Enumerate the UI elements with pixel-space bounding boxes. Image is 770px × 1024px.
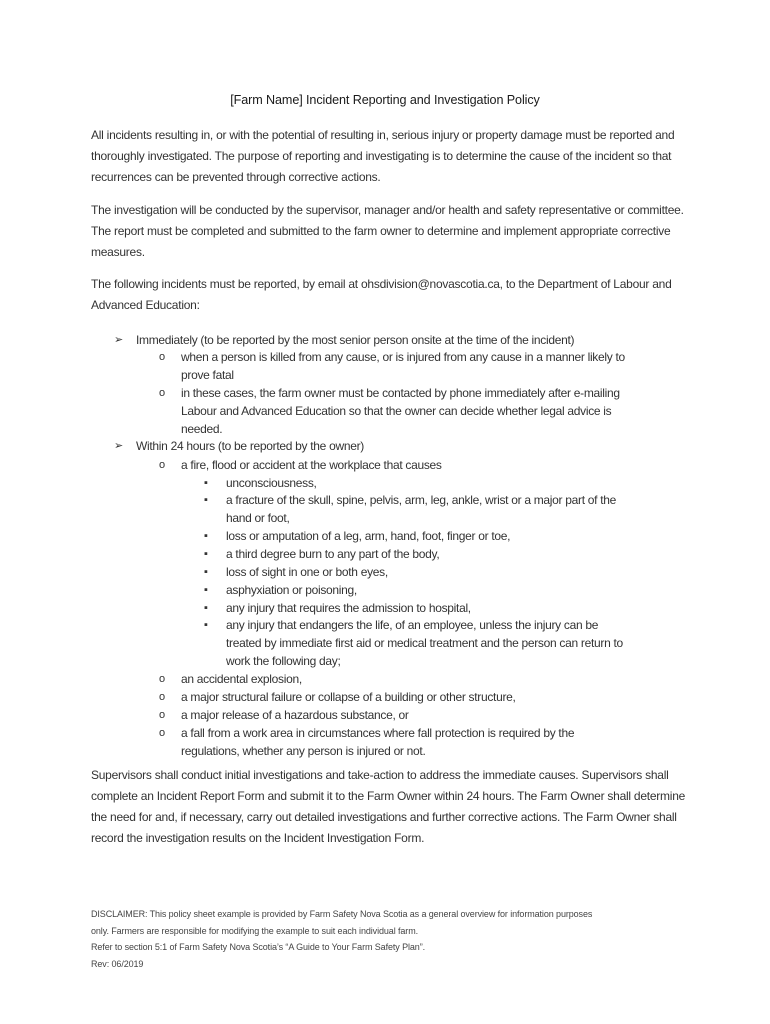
arrow-bullet-icon: ➢ xyxy=(114,440,124,452)
list-item: any injury that endangers the life, of an employee, unless the injury can be xyxy=(226,618,599,632)
list-item-continuation: work the following day; xyxy=(226,654,341,668)
supervisor-paragraph: Supervisors shall conduct initial investigations and take-action to address the immediate causes. Supervisors shall complete an Incident Report Form and submit it to the Farm Owner within 24 hours. The Farm Owner shall determine the need for and, if necessary, carry out detailed investigations and further corrective actions. The Farm Owner shall record the investigation results on the Incident Investigation Form. xyxy=(91,768,686,845)
circle-bullet-icon: o xyxy=(159,387,166,399)
disclaimer-reference: Refer to section 5:1 of Farm Safety Nova Scotia’s “A Guide to Your Farm Safety Plan”. xyxy=(91,942,425,952)
square-bullet-icon: ▪ xyxy=(204,548,208,560)
circle-bullet-icon: o xyxy=(159,727,166,739)
investigation-paragraph: The investigation will be conducted by the supervisor, manager and/or health and safety representative or committee. The report must be completed and submitted to the farm owner to determine and implement appropriate corrective measures. xyxy=(91,203,684,259)
circle-bullet-icon: o xyxy=(159,459,166,471)
list-item: Immediately (to be reported by the most senior person onsite at the time of the incident) xyxy=(136,333,575,347)
disclaimer-line: only. Farmers are responsible for modifying the example to suit each individual farm. xyxy=(91,925,418,936)
square-bullet-icon: ▪ xyxy=(204,566,208,578)
list-item-continuation: Labour and Advanced Education so that the owner can decide whether legal advice is xyxy=(181,404,612,418)
list-item: asphyxiation or poisoning, xyxy=(226,583,357,597)
list-item: a fall from a work area in circumstances where fall protection is required by the xyxy=(181,726,575,740)
list-item: a major release of a hazardous substance, or xyxy=(181,708,409,722)
list-item: loss or amputation of a leg, arm, hand, foot, finger or toe, xyxy=(226,529,511,543)
square-bullet-icon: ▪ xyxy=(204,619,208,631)
square-bullet-icon: ▪ xyxy=(204,530,208,542)
list-item: in these cases, the farm owner must be contacted by phone immediately after e-mailing xyxy=(181,386,620,400)
list-item-continuation: prove fatal xyxy=(181,368,234,382)
list-item: when a person is killed from any cause, or is injured from any cause in a manner likely to xyxy=(181,350,625,364)
disclaimer xyxy=(91,906,691,972)
disclaimer-line: DISCLAIMER: This policy sheet example is provided by Farm Safety Nova Scotia as a general overview for information purposes xyxy=(91,909,593,919)
reporting-paragraph: The following incidents must be reported, by email at ohsdivision@novascotia.ca, to the Department of Labour and Advanced Education: xyxy=(91,277,672,312)
list-item: loss of sight in one or both eyes, xyxy=(226,565,388,579)
circle-bullet-icon: o xyxy=(159,351,166,363)
list-item: a third degree burn to any part of the body, xyxy=(226,547,440,561)
circle-bullet-icon: o xyxy=(159,709,166,721)
list-item: Within 24 hours (to be reported by the owner) xyxy=(136,439,364,453)
page-title: [Farm Name] Incident Reporting and Investigation Policy xyxy=(230,93,540,107)
list-item: a major structural failure or collapse of a building or other structure, xyxy=(181,690,516,704)
circle-bullet-icon: o xyxy=(159,691,166,703)
list-item-continuation: needed. xyxy=(181,422,223,436)
square-bullet-icon: ▪ xyxy=(204,477,208,489)
list-item: an accidental explosion, xyxy=(181,672,302,686)
revision-label: Rev: 06/2019 xyxy=(91,958,144,969)
square-bullet-icon: ▪ xyxy=(204,602,208,614)
list-item: unconsciousness, xyxy=(226,476,317,490)
list-item: a fire, flood or accident at the workplace that causes xyxy=(181,458,442,472)
square-bullet-icon: ▪ xyxy=(204,494,208,506)
list-item-continuation: regulations, whether any person is injured or not. xyxy=(181,744,426,758)
arrow-bullet-icon: ➢ xyxy=(114,334,124,346)
list-item: any injury that requires the admission to hospital, xyxy=(226,601,471,615)
list-item: a fracture of the skull, spine, pelvis, arm, leg, ankle, wrist or a major part of the xyxy=(226,493,617,507)
list-item-continuation: treated by immediate first aid or medical treatment and the person can return to xyxy=(226,636,623,650)
square-bullet-icon: ▪ xyxy=(204,584,208,596)
circle-bullet-icon: o xyxy=(159,673,166,685)
intro-paragraph: All incidents resulting in, or with the potential of resulting in, serious injury or property damage must be reported and thoroughly investigated. The purpose of reporting and investigating is to determine the cause of the incident so that recurrences can be prevented through corrective actions. xyxy=(91,128,675,184)
list-item-continuation: hand or foot, xyxy=(226,511,290,525)
